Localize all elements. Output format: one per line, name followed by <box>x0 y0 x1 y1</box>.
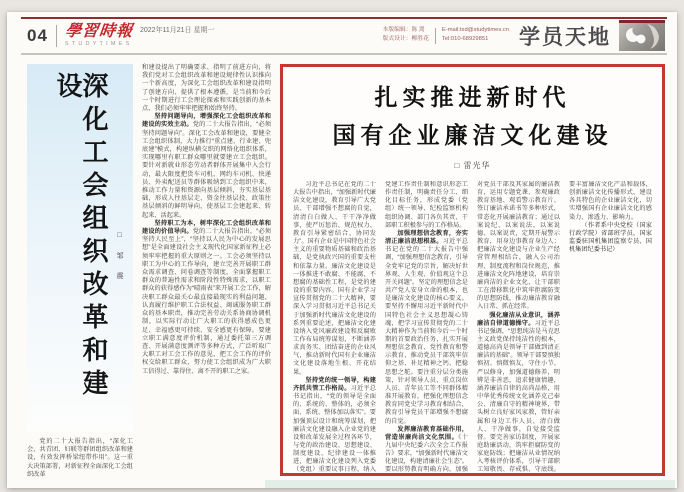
section-title: 学员天地 <box>519 25 611 49</box>
paragraph: 加强理想信念教育，夯实清正廉洁思想根基。习近平总书记在党的二十大报告中强调，“加强理想信念教育，引导全党牢记党的宗旨，解决好世界观、人生观、价值观这个总开关问题”。坚定的理想信念是共产党人安身立命的根本，也是廉洁文化建设的核心要义。要坚持不懈用习近平新时代中国特色社会主义思想凝心铸魂，把学习宣传贯彻党的二十大精神作为当前和今后一个时期的首要政治任务，扎实开展理想信念教育、党性教育和警示教育，推动党员干部筑牢信仰之基、补足精神之钙、把稳思想之舵。要注重分层分类施策，针对领导人员、重点岗位人员、青年员工等不同群体精准开展教育，把强化理想信念教育同党史学习教育相结合，教育引导党员干部增强不想腐的自觉。 <box>385 229 468 425</box>
next-section-strip <box>265 480 675 488</box>
paragraph: 发挥廉洁教育基础作用，营造崇廉尚洁文化氛围。《十九届中央纪委六次全会工作报告》要求，“加强新时代廉洁文化建设，构建清廉社会生态”。要以形势教育明确方向，加强对党员干部及其家属的廉洁教育，运用专题党课、参观廉政教育基地、观看警示教育片、签订廉洁承诺书等多种形式，常态化开展廉洁教育；通过以案说纪、以案说法、以案说德、以案说责，定期开展警示教育，用身边事教育身边人；把廉洁文化建设与企业生产经营管理相结合，融入公司治理、制度流程和岗位规范，推进廉洁文化阵地建设，培育崇廉尚洁的企业文化，让干部职工在潜移默化中筑牢拒腐防变的思想防线，推动廉洁教育融入日常、抓在经常。 <box>385 181 560 474</box>
paragraph-subhead: 发挥廉洁教育基础作用，营造崇廉尚洁文化氛围。 <box>385 425 468 441</box>
page-header <box>21 17 667 55</box>
newspaper-page <box>7 12 677 488</box>
left-article-column-1 <box>27 64 133 482</box>
paragraph-subhead: 坚持党的统一领导，构建齐抓共管工作格局。 <box>293 376 376 392</box>
paragraph: 坚持问题导向，增强深化工会组织改革和建设的实效主动。党的二十大报告指出，“必须坚持问题导向”。深化工会改革和建设，要健全工会组织体制，大力推行“重点建、行业建、兜底建”模式，构建纵横交织的网络化组织体系，实现哪里有职工群众哪里就要建立工会组织。要针对新就业形态劳动者群体开展集中入会行动，最大限度把货车司机、网约车司机、快递员、外卖配送员等群体吸纳到工会组织中来，推动工作力量和资源向基层倾斜，夯实基层基础，形成人往基层走、资金往基层投、政策往基层倾斜的鲜明导向，使基层工会建起来、转起来、活起来。 <box>142 113 272 219</box>
paragraph: （作者系中央党校（国家行政学院）省部班学员，国家监委驻国机集团监察专员、国机集团纪委书记） <box>569 221 652 254</box>
left-article-column-2 <box>142 64 271 482</box>
paragraph-subhead: 坚持问题导向，增强深化工会组织改革和建设的实效主动。 <box>142 113 271 129</box>
paragraph: 强化廉洁从业意识，涵养廉洁自律道德操守。习近平总书记强调，“思想纯洁是马克思主义政党保持纯洁性的根本，道德高尚是领导干部做到清正廉洁的基础”。领导干部要慎独慎初、慎微慎友，守住小节、严以修身，加强道德修养，明辨是非善恶，追求健康情趣，涵养廉洁自律的高尚品格，用中华优秀传统文化涵养克己奉公、清廉自守的精神境界，带头树立良好家风家教，管好亲属和身边工作人员，清白做人、干净做事，自觉接受监督。要完善家访制度，开展家庭助廉活动，筑牢拒腐防变的家庭防线；把廉洁从业情况纳入考核评价体系，引导干部职工知敬畏、存戒惧、守底线。要丰富廉洁文化产品和载体，创新廉洁文化传播形式，建设各具特色的企业廉洁文化，切实增强国有企业廉洁文化的感染力、渗透力、影响力。 <box>477 181 652 474</box>
masthead-subtitle: STUDYTIMES <box>64 40 133 47</box>
paragraph: 坚持职工为本，树牢深化工会组织改革和建设的价值导向。党的二十大报告指出，“必须坚持人民至上”，“坚持以人民为中心的发展思想”是全面建设社会主义现代化国家新征程上必须牢牢把握的重大原则之一。工会必须坚持以职工为中心的工作导向，建立完善开展职工群众需求调查、问卷调查等制度，全面掌握职工群众的普遍性需求和阶段性特殊需求，以职工群众的获得感作为“晴雨表”来开展工会工作，解决职工群众最关心最直接最现实的利益问题，认真履行维护职工合法权益、竭诚服务职工群众的基本职责，推动完善劳动关系协商协调机制，以实际行动让广大职工的获得感成色更足、幸福感更可持续、安全感更有保障。要建立职工满意度评价机制，通过委托第三方调查、开展满意度测评等多种方式，广泛听取广大职工对工会工作的意见，把工会工作的评价权交给职工群众，努力使工会组织成为广大职工信得过、靠得住、离不开的职工之家。 <box>142 219 272 375</box>
main-article-box <box>280 64 665 476</box>
paragraph-subhead: 坚持职工为本，树牢深化工会组织改革和建设的价值导向。 <box>142 219 271 236</box>
main-article-title-line2: 国有企业廉洁文化建设 <box>332 123 613 148</box>
header-divider <box>56 25 57 47</box>
contact-info <box>442 28 509 43</box>
editor-line-1: 本版编辑：陈 翯 <box>382 27 425 34</box>
issue-date: 2022年11月21日 星期一 <box>139 26 215 34</box>
editor-info <box>383 28 509 44</box>
editor-names <box>383 28 429 43</box>
section-logo-swirl-icon <box>619 20 665 51</box>
paragraph: 习近平总书记在党的二十大报告中指出，“加强新时代廉洁文化建设，教育引导广大党员、干部增强不想腐的自觉，清清白白做人、干干净净做事，使严厉惩治、规范权力、教育引导紧密结合、协同发力”。国有企业是中国特色社会主义的重要物质基础和政治基础，是党执政兴国的重要支柱和依靠力量。廉洁文化建设是一体推进不敢腐、不能腐、不想腐的基础性工程，是党的建设的重要内容。国有企业学习宣传贯彻党的二十大精神，要深入学习贯彻习近平总书记关于加强新时代廉洁文化建设的系列重要论述，把廉洁文化建设纳入党风廉政建设和反腐败工作布局统筹谋划，不断涵养求真务实、团结奋进的企业风气，推动新时代国有企业廉洁文化建设落地生根、开花结果。 <box>293 181 376 376</box>
left-article-title: 深化工会组织改革和建设 <box>53 72 108 402</box>
main-article-body <box>293 181 652 481</box>
contact-tel: Tel:010-68929851 <box>441 36 489 42</box>
paragraph: 党的二十大报告指出，“深化工会、共青团、妇联等群团组织改革和建设，有效发挥桥梁纽带作用”。这一重大决策部署，对新征程全面深化工会组织改革 <box>27 438 133 478</box>
paragraph: 和建设提出了明确要求、指明了前进方向，将我们党对工会组织改革和建设规律性认识推向一个新高度，为深化工会组织改革和建设指明了创建方向、提供了根本遵循，是当前和今后一个时期进行工会理论探索和实践创新的基本点，我们必须牢牢把握和始终坚持。 <box>142 64 271 113</box>
masthead-name: 學習時報 <box>64 22 134 40</box>
left-article-author: □ 邹 震 <box>116 232 123 282</box>
left-article-title-box <box>27 64 133 432</box>
contact-email: E-mail:txd@studytimes.cn <box>441 27 509 34</box>
paragraph: 坚持党的统一领导，构建齐抓共管工作格局。习近平总书记指出，“党的领导是全面的、系统的、整体的，必须全面、系统、整体加以落实”。要加强顶层设计和统筹谋划，把廉洁文化建设融入企业党的建设和改革发展全过程各环节，与党的政治建设、思想建设、制度建设、纪律建设一体推进，把廉洁文化建设列入党委（党组）重要议事日程，纳入党建工作责任制和意识形态工作责任制，明确责任分工、细化目标任务，形成党委（党组）统一领导、纪检监察机构组织协调、部门各负其责、干部职工积极参与的工作格局。 <box>293 181 468 474</box>
page-number: 04 <box>27 25 48 45</box>
masthead <box>65 24 133 48</box>
main-article-title-line1: 扎实推进新时代 <box>374 85 571 110</box>
editor-separator <box>435 28 436 44</box>
paragraph-subhead: 强化廉洁从业意识，涵养廉洁自律道德操守。 <box>477 311 560 327</box>
paragraph-subhead: 加强理想信念教育，夯实清正廉洁思想根基。 <box>385 229 468 246</box>
content-area <box>27 64 665 482</box>
editor-line-2: 版式设计：柳胜花 <box>382 36 429 42</box>
left-article-intro <box>27 438 133 479</box>
main-article-author: □ 雷光华 <box>454 161 491 170</box>
